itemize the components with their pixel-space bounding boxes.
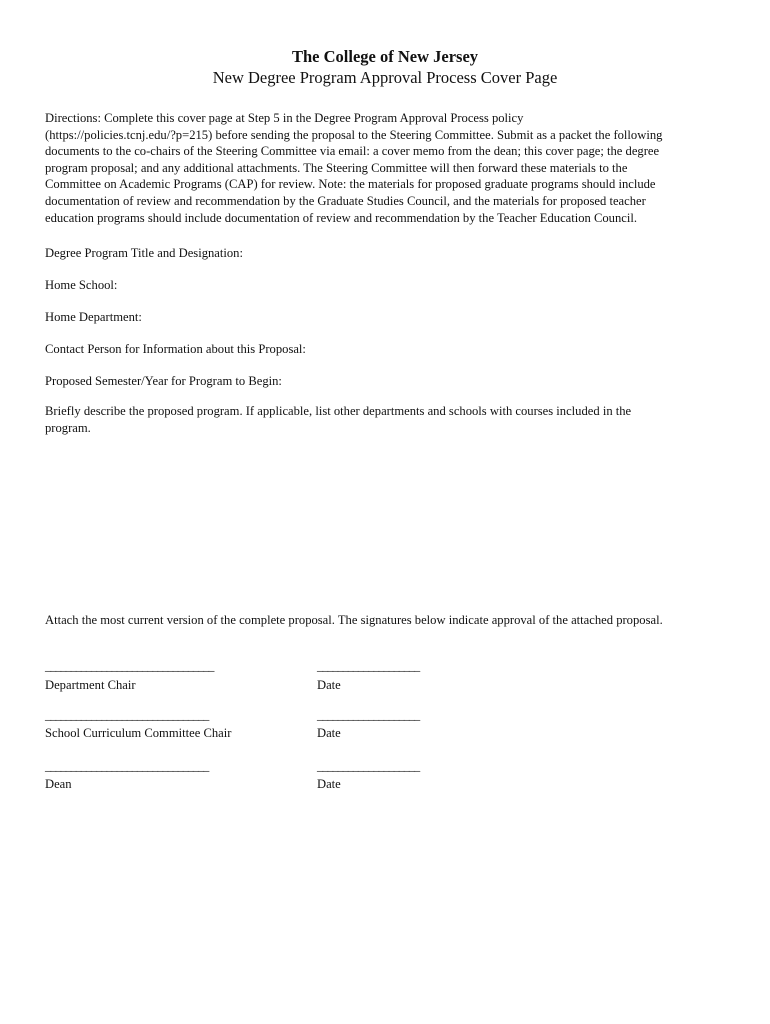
- description-line: Briefly describe the proposed program. If applicable, list other departments and schools with courses included in the: [45, 404, 632, 418]
- directions-line: program proposal; and any additional attachments. The Steering Committee will then forward these materials to the: [45, 160, 628, 175]
- directions-line: Directions: Complete this cover page at Step 5 in the Degree Program Approval Process policy: [45, 111, 524, 125]
- description-line: program.: [45, 421, 91, 435]
- curriculum-chair-date-label: Date: [317, 726, 341, 740]
- department-chair-signature-line: _________________________________: [45, 659, 214, 673]
- directions-line: Committee on Academic Programs (CAP) for review. Note: the materials for proposed graduate programs should include: [45, 177, 656, 192]
- page-subtitle: New Degree Program Approval Process Cover Page: [212, 68, 558, 87]
- home-department-field-label: Home Department:: [45, 310, 142, 324]
- curriculum-chair-signature-line: ________________________________: [45, 708, 209, 722]
- attach-note: Attach the most current version of the complete proposal. The signatures below indicate approval of the attached proposal.: [45, 613, 663, 627]
- degree-title-field-label: Degree Program Title and Designation:: [45, 246, 243, 260]
- directions-paragraph: [45, 110, 735, 226]
- directions-line: education programs should include documentation of review and recommendation by the Teacher Education Council.: [45, 210, 638, 225]
- directions-line: (https://policies.tcnj.edu/?p=215) before sending the proposal to the Steering Committee. Submit as a packet the following: [45, 127, 663, 142]
- program-description-prompt: [45, 403, 735, 437]
- page-title: The College of New Jersey: [291, 47, 479, 66]
- department-chair-date-line: ____________________: [317, 659, 419, 673]
- directions-line: documentation of review and recommendation by the Graduate Studies Council, and the materials for proposed teacher: [45, 193, 646, 208]
- dean-label: Dean: [45, 777, 72, 791]
- dean-date-line: ____________________: [317, 759, 419, 773]
- curriculum-chair-date-line: ____________________: [317, 708, 419, 722]
- home-school-field-label: Home School:: [45, 278, 118, 292]
- contact-person-field-label: Contact Person for Information about this Proposal:: [45, 342, 306, 356]
- department-chair-date-label: Date: [317, 678, 341, 692]
- dean-signature-line: ________________________________: [45, 759, 209, 773]
- department-chair-label: Department Chair: [45, 678, 136, 692]
- dean-date-label: Date: [317, 777, 341, 791]
- curriculum-chair-label: School Curriculum Committee Chair: [45, 726, 232, 740]
- proposed-semester-field-label: Proposed Semester/Year for Program to Begin:: [45, 374, 282, 388]
- directions-line: documents to the co-chairs of the Steering Committee via email: a cover memo from the dean; this cover page; the degree: [45, 144, 660, 159]
